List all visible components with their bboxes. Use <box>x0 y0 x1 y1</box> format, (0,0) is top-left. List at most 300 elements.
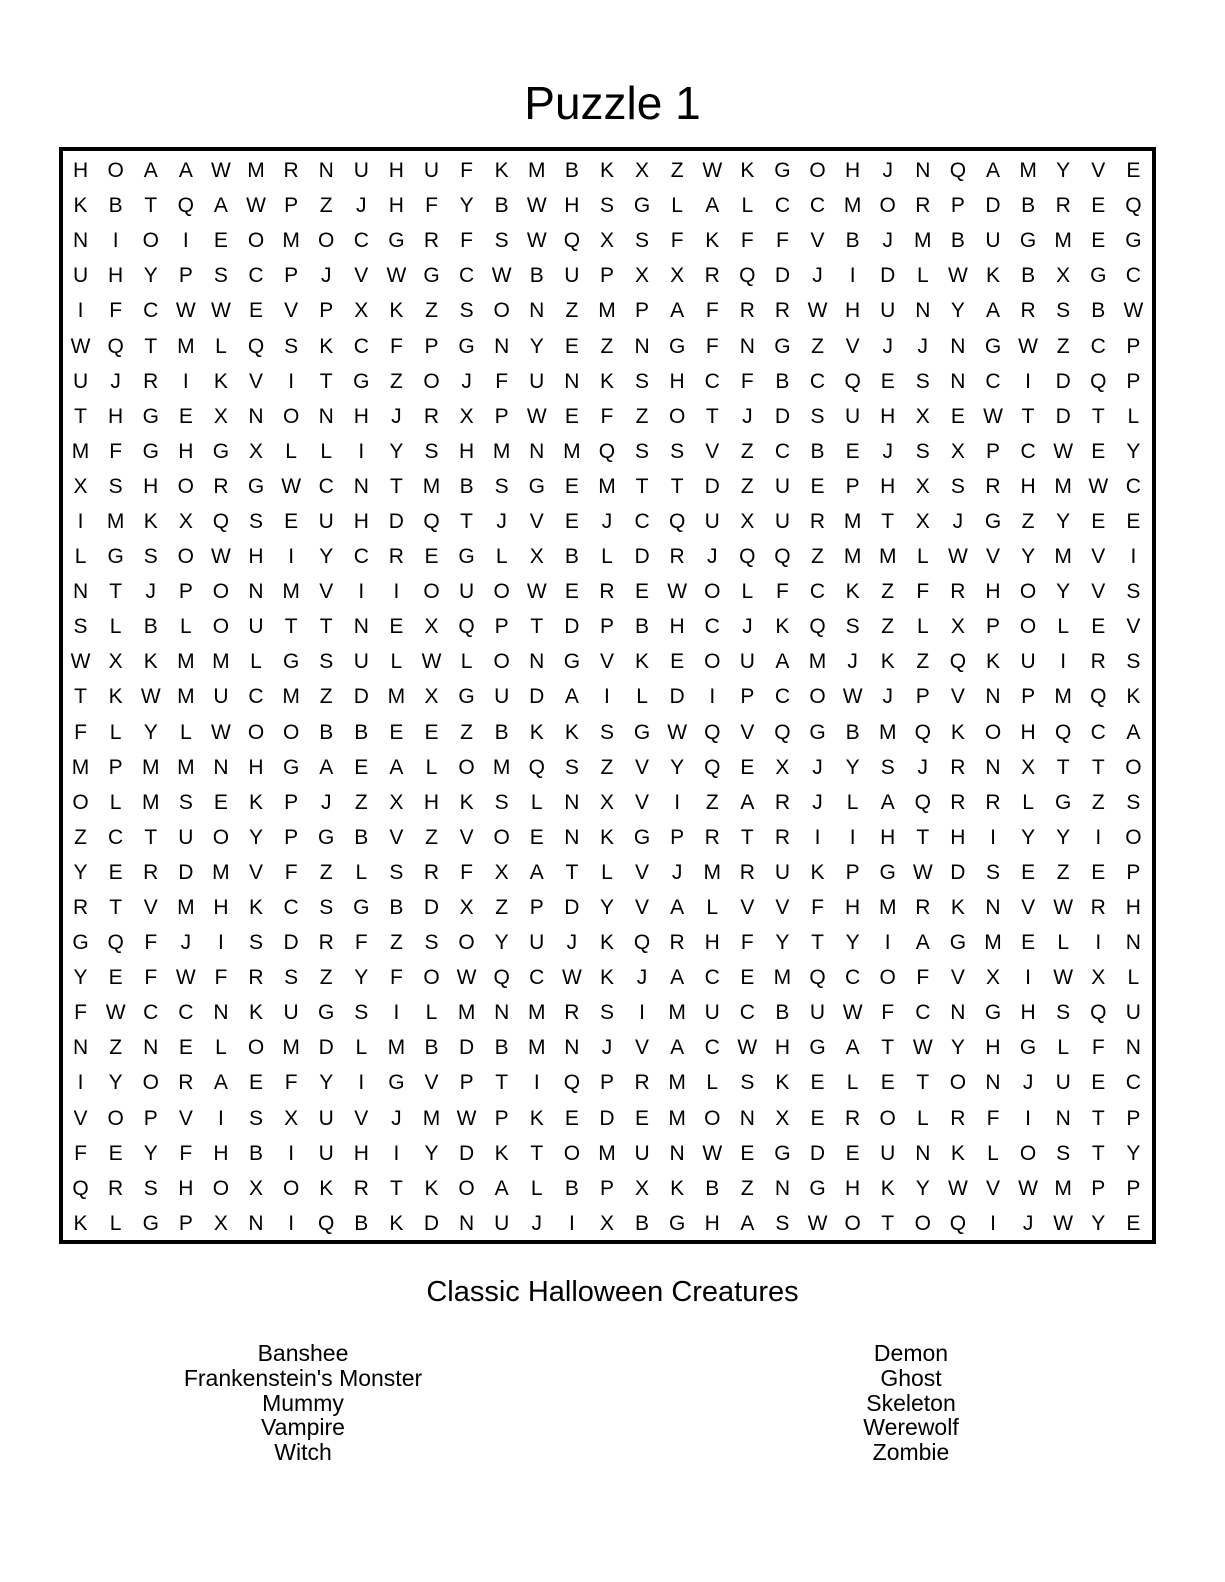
grid-letter[interactable]: F <box>144 966 158 990</box>
grid-letter[interactable]: W <box>175 299 196 323</box>
grid-letter[interactable]: W <box>842 685 863 709</box>
grid-letter[interactable]: X <box>775 1106 790 1130</box>
grid-letter[interactable]: B <box>319 720 334 744</box>
grid-letter[interactable]: D <box>809 1141 826 1165</box>
grid-letter[interactable]: A <box>845 1036 860 1060</box>
grid-letter[interactable]: G <box>353 369 370 393</box>
grid-letter[interactable]: P <box>529 896 544 920</box>
grid-letter[interactable]: T <box>460 509 473 533</box>
grid-letter[interactable]: K <box>845 580 860 604</box>
grid-letter[interactable]: J <box>180 931 192 955</box>
grid-letter[interactable]: V <box>810 229 825 253</box>
grid-letter[interactable]: R <box>318 931 334 955</box>
grid-letter[interactable]: N <box>1055 1106 1071 1130</box>
grid-letter[interactable]: M <box>422 1106 441 1130</box>
grid-letter[interactable]: X <box>915 509 930 533</box>
grid-letter[interactable]: A <box>494 1176 509 1200</box>
grid-letter[interactable]: A <box>564 685 579 709</box>
grid-letter[interactable]: W <box>1053 966 1074 990</box>
grid-letter[interactable]: R <box>1090 896 1106 920</box>
grid-letter[interactable]: T <box>530 1141 544 1165</box>
grid-letter[interactable]: B <box>249 1141 264 1165</box>
grid-letter[interactable]: S <box>319 650 334 674</box>
grid-letter[interactable]: I <box>849 264 856 288</box>
grid-letter[interactable]: B <box>494 1036 509 1060</box>
grid-letter[interactable]: O <box>247 229 265 253</box>
grid-letter[interactable]: W <box>70 650 91 674</box>
grid-letter[interactable]: Y <box>1056 509 1071 533</box>
grid-letter[interactable]: D <box>318 1036 334 1060</box>
grid-letter[interactable]: X <box>1056 264 1071 288</box>
grid-letter[interactable]: L <box>109 720 122 744</box>
grid-letter[interactable]: F <box>74 1001 87 1025</box>
grid-letter[interactable]: K <box>599 931 614 955</box>
grid-letter[interactable]: I <box>849 825 856 849</box>
grid-letter[interactable]: B <box>564 1176 579 1200</box>
grid-letter[interactable]: Z <box>635 404 649 428</box>
grid-letter[interactable]: R <box>669 545 685 569</box>
grid-letter[interactable]: O <box>423 369 440 393</box>
grid-letter[interactable]: O <box>72 790 89 814</box>
grid-letter[interactable]: S <box>599 194 614 218</box>
grid-letter[interactable]: F <box>284 1071 298 1095</box>
grid-letter[interactable]: B <box>1021 264 1036 288</box>
grid-letter[interactable]: Q <box>739 545 756 569</box>
grid-letter[interactable]: E <box>845 1141 860 1165</box>
grid-letter[interactable]: I <box>1095 825 1102 849</box>
grid-letter[interactable]: D <box>458 1141 475 1165</box>
grid-letter[interactable]: Q <box>107 334 124 358</box>
grid-letter[interactable]: O <box>282 404 300 428</box>
grid-letter[interactable]: Y <box>670 755 685 779</box>
grid-letter[interactable]: A <box>319 755 334 779</box>
grid-letter[interactable]: I <box>1025 369 1031 393</box>
grid-letter[interactable]: H <box>213 1141 229 1165</box>
grid-letter[interactable]: J <box>882 334 893 358</box>
grid-letter[interactable]: Z <box>389 931 403 955</box>
grid-letter[interactable]: U <box>845 404 861 428</box>
grid-letter[interactable]: X <box>249 1176 264 1200</box>
grid-letter[interactable]: U <box>564 264 580 288</box>
grid-letter[interactable]: M <box>1054 545 1072 569</box>
grid-letter[interactable]: Q <box>844 369 861 393</box>
grid-letter[interactable]: I <box>77 299 84 323</box>
grid-letter[interactable]: G <box>247 474 265 498</box>
grid-letter[interactable]: Z <box>74 825 87 849</box>
grid-letter[interactable]: T <box>319 615 333 639</box>
grid-letter[interactable]: H <box>845 299 861 323</box>
grid-letter[interactable]: S <box>950 474 965 498</box>
grid-letter[interactable]: P <box>599 615 614 639</box>
grid-letter[interactable]: K <box>249 896 264 920</box>
grid-letter[interactable]: S <box>73 615 88 639</box>
grid-letter[interactable]: N <box>72 229 89 253</box>
grid-letter[interactable]: Q <box>949 1211 967 1235</box>
grid-letter[interactable]: E <box>529 825 544 849</box>
grid-letter[interactable]: K <box>950 896 965 920</box>
grid-letter[interactable]: K <box>775 615 790 639</box>
grid-letter[interactable]: P <box>599 1176 614 1200</box>
grid-letter[interactable]: K <box>143 650 158 674</box>
grid-letter[interactable]: T <box>635 474 649 498</box>
grid-letter[interactable]: F <box>811 896 824 920</box>
grid-letter[interactable]: X <box>740 509 755 533</box>
grid-letter[interactable]: N <box>72 580 89 604</box>
grid-letter[interactable]: H <box>178 439 194 463</box>
grid-letter[interactable]: L <box>425 755 438 779</box>
grid-letter[interactable]: N <box>915 1141 931 1165</box>
grid-letter[interactable]: Y <box>73 860 88 884</box>
grid-letter[interactable]: H <box>213 896 229 920</box>
grid-letter[interactable]: R <box>283 159 299 183</box>
grid-letter[interactable]: G <box>879 860 896 884</box>
grid-letter[interactable]: V <box>389 825 404 849</box>
grid-letter[interactable]: V <box>459 825 474 849</box>
grid-letter[interactable]: Q <box>914 720 931 744</box>
grid-letter[interactable]: T <box>319 369 333 393</box>
grid-letter[interactable]: A <box>213 194 228 218</box>
grid-letter[interactable]: H <box>880 404 896 428</box>
grid-letter[interactable]: G <box>318 1001 335 1025</box>
grid-letter[interactable]: V <box>249 369 264 393</box>
grid-letter[interactable]: C <box>704 966 720 990</box>
grid-letter[interactable]: M <box>1054 474 1072 498</box>
grid-letter[interactable]: M <box>878 720 897 744</box>
grid-letter[interactable]: X <box>599 790 614 814</box>
grid-letter[interactable]: C <box>143 299 159 323</box>
grid-letter[interactable]: O <box>107 159 124 183</box>
grid-letter[interactable]: T <box>495 1071 509 1095</box>
grid-letter[interactable]: L <box>215 1036 227 1060</box>
grid-letter[interactable]: S <box>459 299 474 323</box>
grid-letter[interactable]: L <box>215 334 227 358</box>
grid-letter[interactable]: U <box>704 509 720 533</box>
grid-letter[interactable]: X <box>635 1176 650 1200</box>
grid-letter[interactable]: C <box>353 545 369 569</box>
grid-letter[interactable]: G <box>809 1036 826 1060</box>
grid-letter[interactable]: M <box>668 1106 686 1130</box>
grid-letter[interactable]: V <box>1126 615 1141 639</box>
grid-letter[interactable]: O <box>844 1211 861 1235</box>
grid-letter[interactable]: T <box>1091 1141 1105 1165</box>
grid-letter[interactable]: S <box>775 1211 790 1235</box>
grid-letter[interactable]: L <box>846 1071 859 1095</box>
grid-letter[interactable]: K <box>73 1211 88 1235</box>
grid-letter[interactable]: J <box>110 369 121 393</box>
grid-letter[interactable]: N <box>564 1036 580 1060</box>
grid-letter[interactable]: F <box>776 580 789 604</box>
grid-letter[interactable]: C <box>809 369 826 393</box>
grid-letter[interactable]: R <box>845 1106 861 1130</box>
grid-letter[interactable]: J <box>496 509 507 533</box>
grid-letter[interactable]: H <box>248 545 264 569</box>
grid-letter[interactable]: R <box>739 299 755 323</box>
grid-letter[interactable]: M <box>177 755 195 779</box>
grid-letter[interactable]: W <box>807 299 828 323</box>
grid-letter[interactable]: O <box>282 1176 300 1200</box>
grid-letter[interactable]: G <box>774 159 791 183</box>
grid-letter[interactable]: X <box>775 755 790 779</box>
grid-letter[interactable]: Q <box>704 755 721 779</box>
grid-letter[interactable]: G <box>142 404 159 428</box>
grid-letter[interactable]: X <box>915 404 930 428</box>
grid-letter[interactable]: F <box>109 299 123 323</box>
grid-letter[interactable]: G <box>318 825 335 849</box>
grid-letter[interactable]: W <box>421 650 442 674</box>
grid-letter[interactable]: Q <box>704 720 721 744</box>
grid-letter[interactable]: O <box>212 615 230 639</box>
grid-letter[interactable]: B <box>108 194 123 218</box>
grid-letter[interactable]: M <box>141 755 160 779</box>
grid-letter[interactable]: V <box>354 264 369 288</box>
grid-letter[interactable]: M <box>668 1071 686 1095</box>
grid-letter[interactable]: H <box>1020 1001 1036 1025</box>
grid-letter[interactable]: H <box>845 1176 861 1200</box>
grid-letter[interactable]: G <box>1090 264 1107 288</box>
grid-letter[interactable]: Z <box>495 896 509 920</box>
grid-letter[interactable]: D <box>669 685 685 709</box>
grid-letter[interactable]: R <box>985 474 1001 498</box>
grid-letter[interactable]: B <box>1021 194 1036 218</box>
grid-letter[interactable]: J <box>145 580 156 604</box>
grid-letter[interactable]: I <box>77 1071 84 1095</box>
grid-letter[interactable]: W <box>702 159 723 183</box>
grid-letter[interactable]: G <box>212 439 230 463</box>
grid-letter[interactable]: E <box>1126 1211 1141 1235</box>
grid-letter[interactable]: A <box>670 896 685 920</box>
grid-letter[interactable]: X <box>1021 755 1036 779</box>
grid-letter[interactable]: Z <box>319 860 333 884</box>
grid-letter[interactable]: O <box>247 720 265 744</box>
grid-letter[interactable]: R <box>915 896 931 920</box>
grid-letter[interactable]: A <box>985 299 1000 323</box>
grid-letter[interactable]: S <box>249 931 264 955</box>
grid-letter[interactable]: Q <box>633 931 651 955</box>
grid-letter[interactable]: H <box>248 755 264 779</box>
grid-letter[interactable]: B <box>389 896 404 920</box>
grid-letter[interactable]: W <box>526 229 547 253</box>
grid-letter[interactable]: F <box>74 720 87 744</box>
grid-letter[interactable]: E <box>178 404 193 428</box>
grid-letter[interactable]: L <box>601 545 613 569</box>
grid-letter[interactable]: N <box>669 1141 685 1165</box>
grid-letter[interactable]: T <box>670 474 684 498</box>
grid-letter[interactable]: P <box>845 860 860 884</box>
grid-letter[interactable]: W <box>561 966 582 990</box>
grid-letter[interactable]: E <box>1021 931 1036 955</box>
grid-letter[interactable]: H <box>178 1176 194 1200</box>
grid-letter[interactable]: O <box>879 194 896 218</box>
grid-letter[interactable]: A <box>529 860 544 884</box>
grid-letter[interactable]: N <box>564 790 580 814</box>
grid-letter[interactable]: Q <box>247 334 265 358</box>
grid-letter[interactable]: L <box>530 1176 543 1200</box>
grid-letter[interactable]: U <box>634 1141 650 1165</box>
grid-letter[interactable]: E <box>1091 615 1106 639</box>
grid-letter[interactable]: J <box>812 790 823 814</box>
grid-letter[interactable]: U <box>774 509 790 533</box>
grid-letter[interactable]: J <box>320 790 332 814</box>
grid-letter[interactable]: E <box>1091 1071 1106 1095</box>
grid-letter[interactable]: M <box>984 931 1002 955</box>
grid-letter[interactable]: H <box>880 825 896 849</box>
grid-letter[interactable]: N <box>985 1071 1001 1095</box>
grid-letter[interactable]: X <box>950 439 965 463</box>
grid-letter[interactable]: V <box>249 860 264 884</box>
grid-letter[interactable]: H <box>458 439 475 463</box>
grid-letter[interactable]: V <box>1091 159 1106 183</box>
grid-letter[interactable]: W <box>211 299 231 323</box>
grid-letter[interactable]: V <box>424 1071 439 1095</box>
grid-letter[interactable]: T <box>740 825 754 849</box>
grid-letter[interactable]: R <box>739 860 755 884</box>
grid-letter[interactable]: G <box>1019 229 1037 253</box>
grid-letter[interactable]: N <box>248 580 264 604</box>
grid-letter[interactable]: E <box>635 580 650 604</box>
grid-letter[interactable]: J <box>742 615 753 639</box>
grid-letter[interactable]: G <box>528 474 545 498</box>
grid-letter[interactable]: H <box>388 194 404 218</box>
grid-letter[interactable]: E <box>1021 860 1036 884</box>
grid-letter[interactable]: L <box>636 685 648 709</box>
grid-letter[interactable]: Z <box>425 825 438 849</box>
grid-letter[interactable]: X <box>670 264 685 288</box>
grid-letter[interactable]: I <box>393 1001 400 1025</box>
grid-letter[interactable]: L <box>355 1036 368 1060</box>
grid-letter[interactable]: L <box>390 650 403 674</box>
grid-letter[interactable]: G <box>668 1211 686 1235</box>
grid-letter[interactable]: L <box>250 650 262 674</box>
grid-letter[interactable]: X <box>950 615 965 639</box>
grid-letter[interactable]: G <box>633 720 651 744</box>
grid-letter[interactable]: U <box>985 229 1001 253</box>
grid-letter[interactable]: X <box>459 896 474 920</box>
grid-letter[interactable]: S <box>670 439 685 463</box>
grid-letter[interactable]: K <box>1126 685 1141 709</box>
grid-letter[interactable]: M <box>703 860 721 884</box>
grid-letter[interactable]: E <box>284 509 299 533</box>
grid-letter[interactable]: P <box>915 685 930 709</box>
grid-letter[interactable]: V <box>529 509 544 533</box>
grid-letter[interactable]: I <box>709 685 716 709</box>
grid-letter[interactable]: E <box>810 1106 825 1130</box>
grid-letter[interactable]: O <box>493 299 510 323</box>
grid-letter[interactable]: P <box>985 615 1000 639</box>
grid-letter[interactable]: O <box>107 1106 124 1130</box>
grid-letter[interactable]: V <box>985 1176 1000 1200</box>
grid-letter[interactable]: K <box>599 825 614 849</box>
grid-letter[interactable]: G <box>809 720 826 744</box>
grid-letter[interactable]: T <box>389 1176 403 1200</box>
grid-letter[interactable]: I <box>533 1071 540 1095</box>
grid-letter[interactable]: T <box>284 615 298 639</box>
grid-letter[interactable]: P <box>1126 369 1141 393</box>
grid-letter[interactable]: C <box>1020 439 1036 463</box>
grid-letter[interactable]: Y <box>459 194 474 218</box>
grid-letter[interactable]: M <box>878 545 897 569</box>
grid-letter[interactable]: Z <box>811 334 824 358</box>
grid-letter[interactable]: W <box>211 545 231 569</box>
grid-letter[interactable]: F <box>214 966 228 990</box>
grid-letter[interactable]: N <box>318 404 334 428</box>
grid-letter[interactable]: L <box>179 615 192 639</box>
grid-letter[interactable]: L <box>495 545 508 569</box>
grid-letter[interactable]: N <box>950 369 966 393</box>
grid-letter[interactable]: O <box>493 580 510 604</box>
grid-letter[interactable]: V <box>599 650 614 674</box>
grid-letter[interactable]: R <box>143 860 159 884</box>
grid-letter[interactable]: V <box>143 896 158 920</box>
grid-letter[interactable]: F <box>425 194 438 218</box>
grid-letter[interactable]: T <box>109 580 123 604</box>
grid-letter[interactable]: G <box>107 545 124 569</box>
grid-letter[interactable]: O <box>212 580 230 604</box>
grid-letter[interactable]: F <box>495 369 509 393</box>
grid-letter[interactable]: B <box>845 720 860 744</box>
grid-letter[interactable]: H <box>669 615 685 639</box>
grid-letter[interactable]: M <box>914 229 932 253</box>
grid-letter[interactable]: I <box>218 1106 224 1130</box>
grid-letter[interactable]: A <box>740 790 755 814</box>
grid-letter[interactable]: S <box>213 264 228 288</box>
grid-letter[interactable]: N <box>564 825 580 849</box>
grid-letter[interactable]: Y <box>143 264 158 288</box>
grid-letter[interactable]: G <box>388 229 405 253</box>
grid-letter[interactable]: Y <box>1056 825 1071 849</box>
grid-letter[interactable]: Q <box>72 1176 89 1200</box>
grid-letter[interactable]: N <box>458 1211 475 1235</box>
grid-letter[interactable]: V <box>354 1106 369 1130</box>
grid-letter[interactable]: F <box>705 334 719 358</box>
grid-letter[interactable]: O <box>704 1106 721 1130</box>
grid-letter[interactable]: Y <box>354 966 369 990</box>
grid-letter[interactable]: H <box>423 790 440 814</box>
grid-letter[interactable]: M <box>808 650 827 674</box>
grid-letter[interactable]: E <box>1126 159 1141 183</box>
grid-letter[interactable]: U <box>704 1001 720 1025</box>
grid-letter[interactable]: J <box>320 264 332 288</box>
grid-letter[interactable]: N <box>318 159 334 183</box>
grid-letter[interactable]: O <box>914 1211 931 1235</box>
grid-letter[interactable]: T <box>389 474 403 498</box>
grid-letter[interactable]: J <box>882 229 893 253</box>
grid-letter[interactable]: E <box>424 545 439 569</box>
grid-letter[interactable]: K <box>459 790 474 814</box>
grid-letter[interactable]: S <box>494 474 509 498</box>
grid-letter[interactable]: I <box>1130 545 1137 569</box>
grid-letter[interactable]: G <box>984 509 1002 533</box>
grid-letter[interactable]: D <box>458 1036 475 1060</box>
grid-letter[interactable]: S <box>1056 1141 1071 1165</box>
grid-letter[interactable]: L <box>285 439 297 463</box>
grid-letter[interactable]: L <box>355 860 368 884</box>
grid-letter[interactable]: K <box>950 720 965 744</box>
grid-letter[interactable]: C <box>248 685 264 709</box>
grid-letter[interactable]: M <box>843 194 862 218</box>
grid-letter[interactable]: L <box>916 545 929 569</box>
grid-letter[interactable]: H <box>950 825 966 849</box>
grid-letter[interactable]: M <box>1054 685 1072 709</box>
grid-letter[interactable]: M <box>387 685 406 709</box>
grid-letter[interactable]: D <box>1055 404 1071 428</box>
grid-letter[interactable]: A <box>705 194 720 218</box>
grid-letter[interactable]: I <box>393 1141 400 1165</box>
grid-letter[interactable]: O <box>458 755 475 779</box>
grid-letter[interactable]: X <box>459 404 474 428</box>
grid-letter[interactable]: S <box>284 966 299 990</box>
grid-letter[interactable]: E <box>810 474 825 498</box>
grid-letter[interactable]: J <box>671 860 683 884</box>
